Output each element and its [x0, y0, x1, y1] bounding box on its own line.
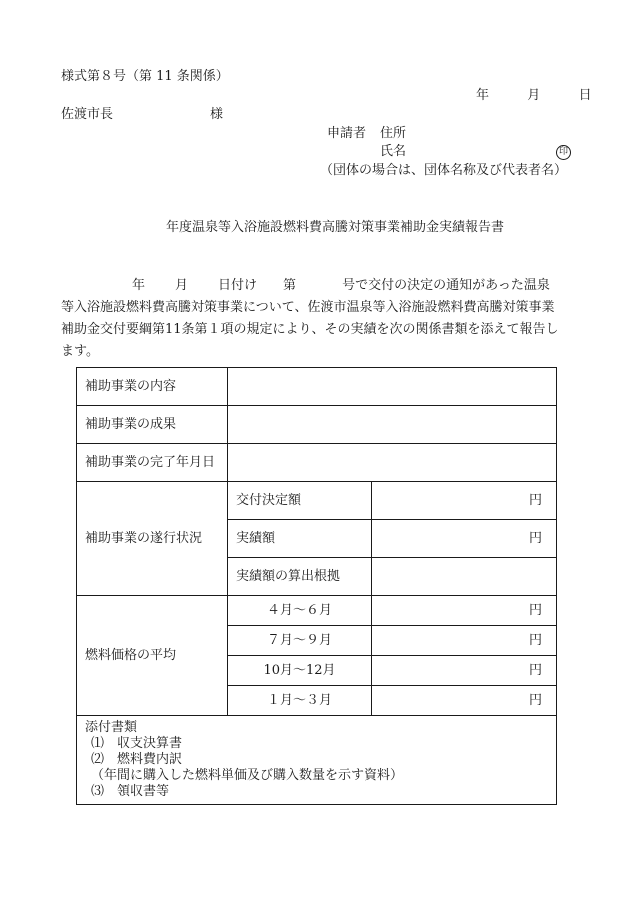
fuel-value-cell[interactable]: 円	[372, 686, 557, 716]
table-row	[77, 716, 557, 805]
table-row	[77, 368, 557, 406]
progress-sub-label: 交付決定額	[228, 482, 372, 520]
fuel-period-label: ４月～６月	[228, 596, 372, 626]
addressee-honorific: 様	[210, 107, 224, 122]
progress-sub-label: 実績額	[228, 520, 372, 558]
body-line-2: 等入浴施設燃料費高騰対策事業について、佐渡市温泉等入浴施設燃料費高騰対策事業	[61, 300, 555, 315]
date-day-label: 日	[578, 88, 592, 103]
date-line	[476, 89, 592, 102]
table-row	[77, 596, 557, 626]
table-row	[77, 406, 557, 444]
attachment-item: ⑶ 領収書等	[91, 784, 170, 799]
date-year-label: 年	[476, 88, 490, 103]
fuel-value-cell[interactable]: 円	[372, 596, 557, 626]
body-line-3: 補助金交付要綱第11条第１項の規定により、その実績を次の関係書類を添えて報告し	[61, 322, 559, 337]
body-month: 月	[175, 278, 189, 293]
attachment-item: （年間に購入した燃料単価及び購入数量を示す資料）	[91, 768, 404, 783]
attachments-title: 添付書類	[85, 720, 138, 735]
attachment-item: ⑴ 収支決算書	[91, 736, 183, 751]
seal-mark: 印	[556, 145, 571, 160]
body-line1-rest: 号で交付の決定の通知があった温泉	[342, 278, 550, 293]
fuel-period-label: ７月～９月	[228, 626, 372, 656]
body-dated: 日付け	[218, 278, 258, 293]
applicant-name-label: 氏名	[380, 144, 407, 159]
addressee: 佐渡市長	[61, 107, 114, 122]
fuel-value-cell[interactable]: 円	[372, 656, 557, 686]
row-label-progress: 補助事業の遂行状況	[77, 482, 228, 596]
applicant-address-label: 住所	[380, 126, 407, 141]
body-line-4: ます。	[61, 344, 99, 359]
report-table	[76, 367, 557, 805]
body-year: 年	[132, 278, 146, 293]
row-label-result: 補助事業の成果	[77, 406, 228, 444]
table-row	[77, 444, 557, 482]
progress-sub-label: 実績額の算出根拠	[228, 558, 372, 596]
result-value-cell[interactable]	[228, 406, 557, 444]
content-value-cell[interactable]	[228, 368, 557, 406]
fuel-period-label: 10月～12月	[228, 656, 372, 686]
attachment-item: ⑵ 燃料費内訳	[91, 752, 183, 767]
fuel-value-cell[interactable]: 円	[372, 626, 557, 656]
row-label-content: 補助事業の内容	[77, 368, 228, 406]
attachments-cell	[77, 716, 557, 805]
completion-date-value-cell[interactable]	[228, 444, 557, 482]
row-label-fuel: 燃料価格の平均	[77, 596, 228, 716]
body-no-prefix: 第	[283, 278, 297, 293]
fuel-period-label: １月～３月	[228, 686, 372, 716]
progress-value-cell[interactable]	[372, 558, 557, 596]
group-note: （団体の場合は、団体名称及び代表者名）	[320, 163, 568, 178]
row-label-completion-date: 補助事業の完了年月日	[77, 444, 228, 482]
progress-value-cell[interactable]: 円	[372, 520, 557, 558]
form-number: 様式第８号（第 11 条関係）	[61, 69, 229, 84]
table-row	[77, 482, 557, 520]
applicant-label: 申請者	[327, 126, 367, 141]
date-month-label: 月	[527, 88, 541, 103]
report-body	[61, 275, 573, 363]
progress-value-cell[interactable]: 円	[372, 482, 557, 520]
document-title: 年度温泉等入浴施設燃料費高騰対策事業補助金実績報告書	[166, 220, 505, 235]
